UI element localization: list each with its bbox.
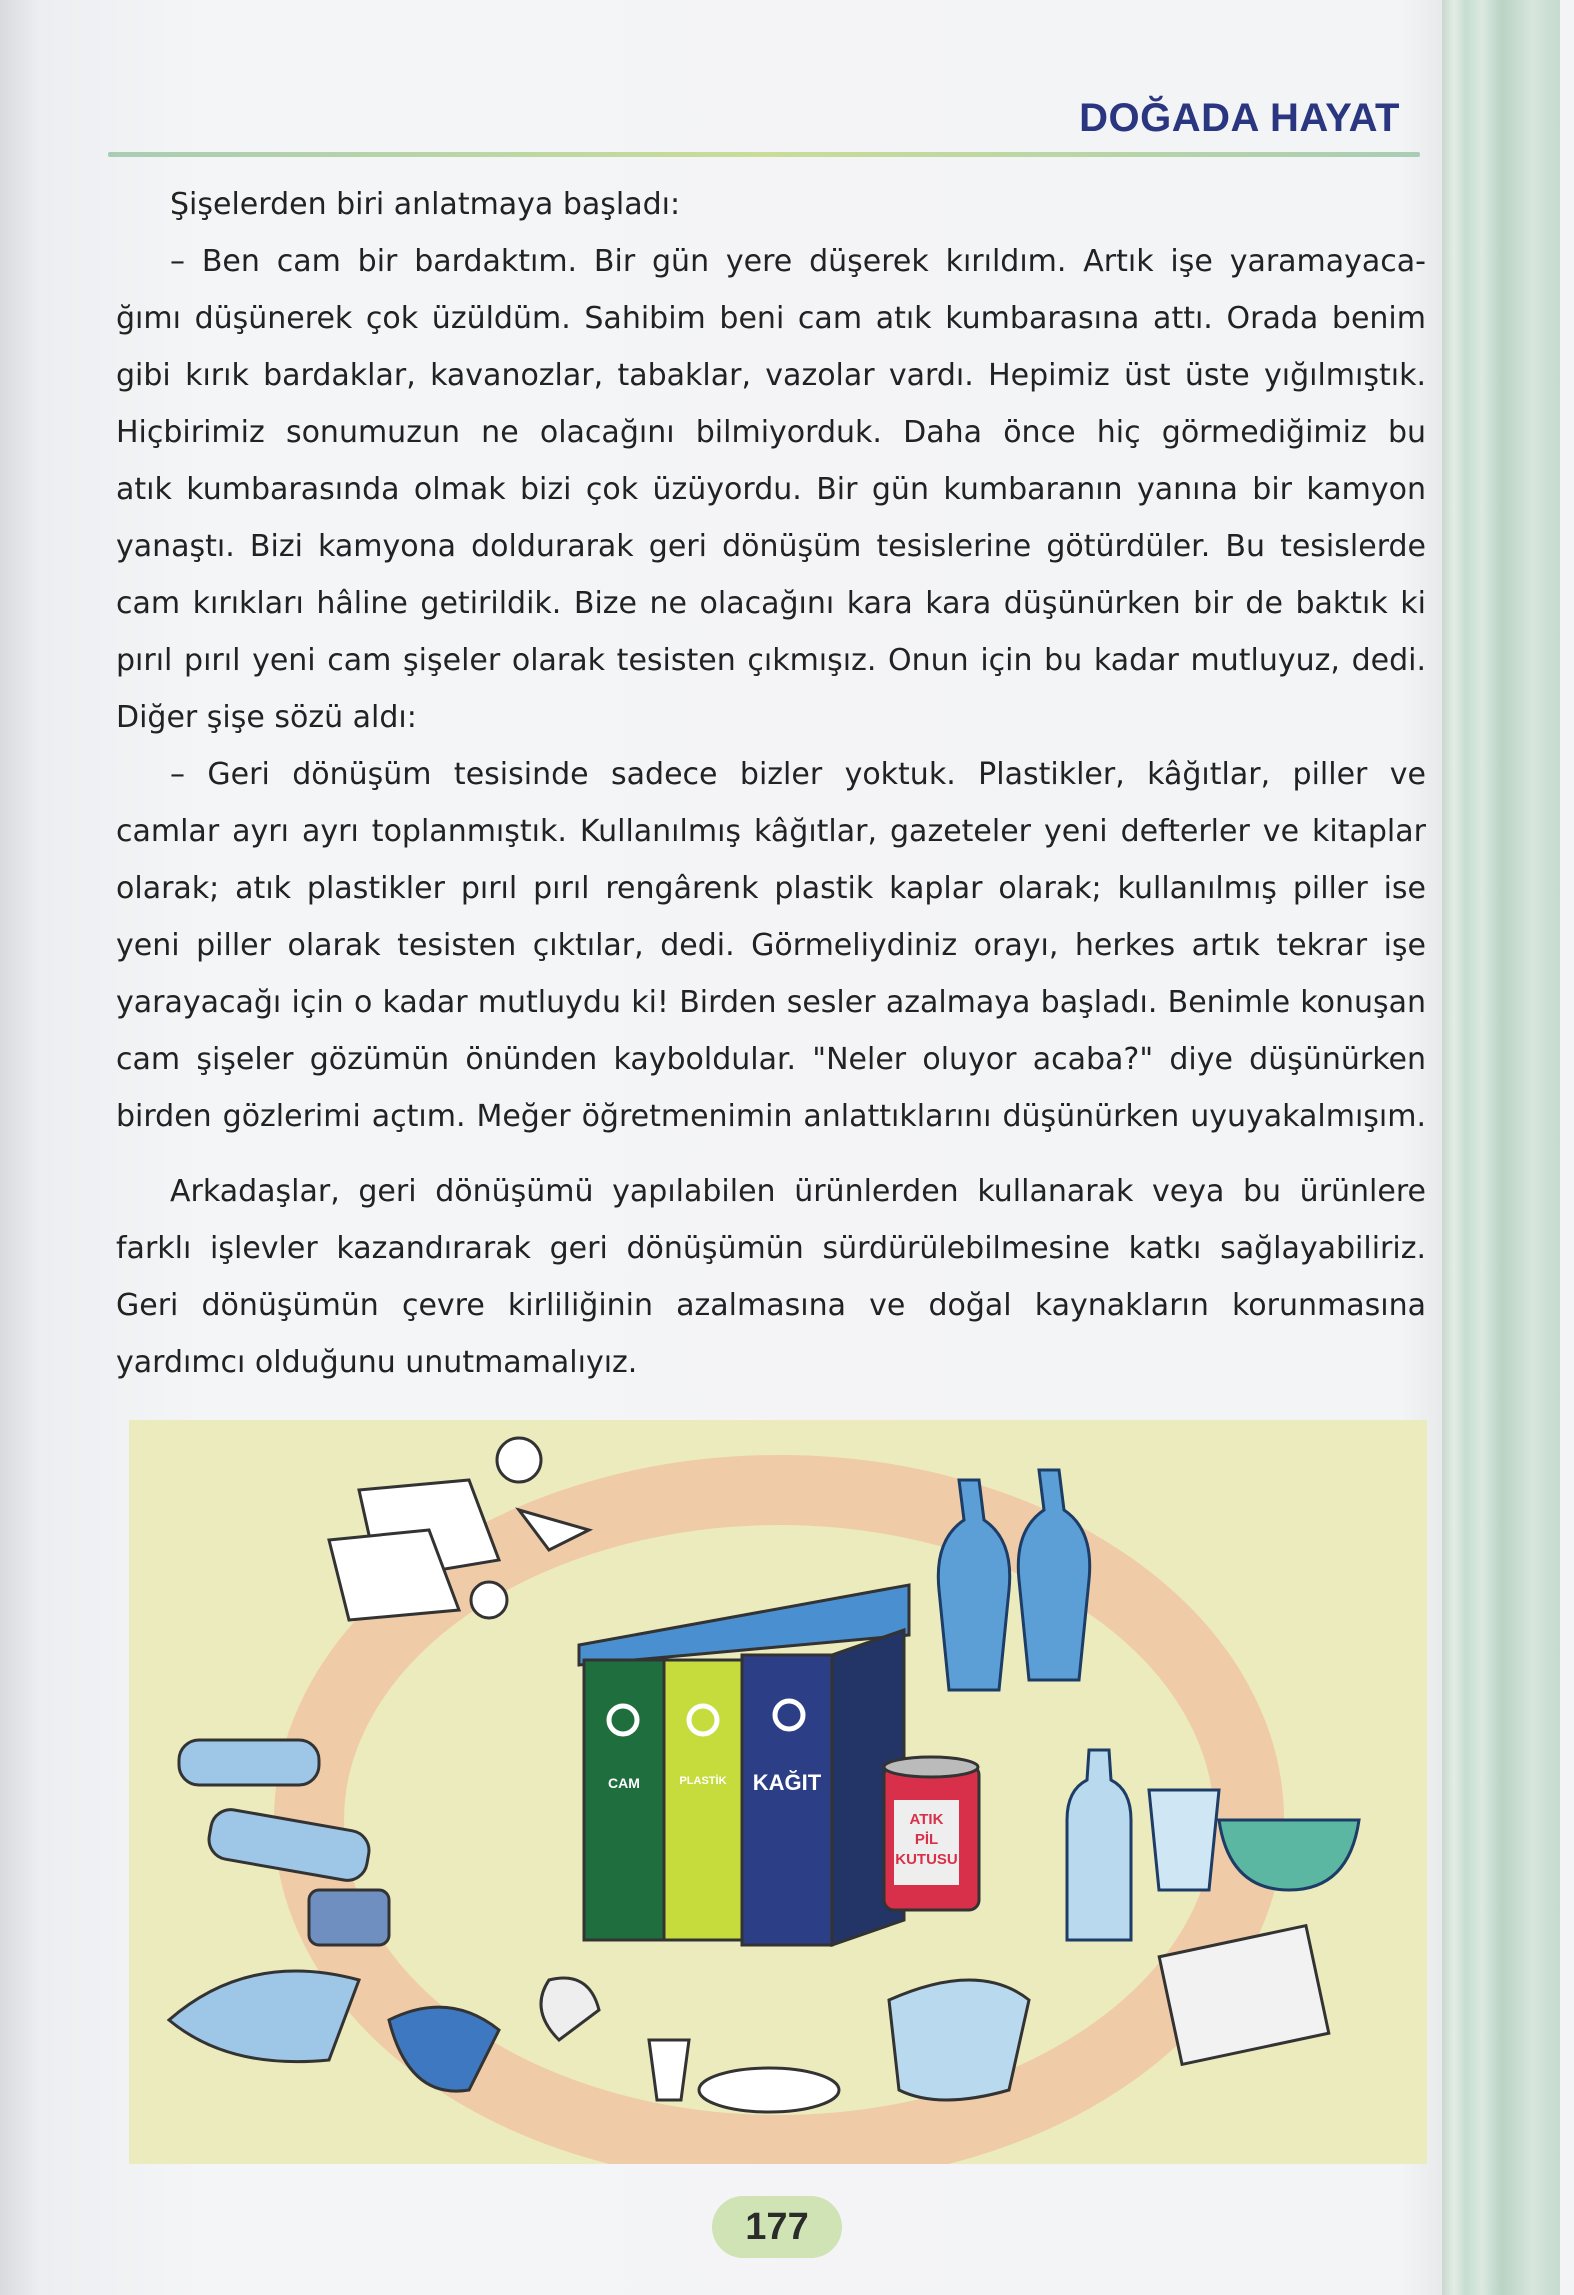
text-line: cam şişeler gözümün önünden kayboldular. "Neler oluyor acaba?" diye düşünürken: [116, 1042, 1426, 1077]
text-line: yeni piller olarak tesisten çıktılar, dedi. Görmeliydiniz orayı, herkes artık tekrar işe: [116, 928, 1426, 963]
recycling-illustration: [129, 1420, 1427, 2164]
battery-box-label: [894, 1810, 959, 1870]
battery-label-line: PİL: [914, 1831, 939, 1848]
text-line: – Geri dönüşüm tesisinde sadece bizler yoktuk. Plastikler, kâğıtlar, piller ve: [170, 757, 1426, 792]
text-line: atık kumbarasında olmak bizi çok üzüyordu. Bir gün kumbaranın yanına bir kamyon: [116, 472, 1426, 507]
story-text: [116, 176, 1426, 1391]
text-line: ğımı düşünerek çok üzüldüm. Sahibim beni cam atık kumbarasına attı. Orada benim: [116, 301, 1426, 336]
text-line: birden gözlerimi açtım. Meğer öğretmenimin anlattıklarını düşünürken uyuyakalmışım.: [116, 1099, 1426, 1134]
text-line: – Ben cam bir bardaktım. Bir gün yere düşerek kırıldım. Artık işe yaramayaca-: [170, 244, 1426, 279]
battery-label-line: KUTUSU: [895, 1851, 958, 1868]
text-line: Geri dönüşümün çevre kirliliğinin azalmasına ve doğal kaynakların korunmasına: [116, 1288, 1426, 1323]
bin-label-paper: KAĞIT: [752, 1770, 822, 1795]
header-divider: [108, 152, 1420, 157]
bin-label-plastic: PLASTİK: [679, 1775, 727, 1787]
text-line: farklı işlevler kazandırarak geri dönüşümün sürdürülebilmesine katkı sağlayabiliriz.: [116, 1231, 1426, 1266]
page-edge-decoration: [1442, 0, 1574, 2295]
battery-label-line: ATIK: [909, 1811, 944, 1828]
text-line: Hiçbirimiz sonumuzun ne olacağını bilmiyorduk. Daha önce hiç görmediğimiz bu: [116, 415, 1426, 450]
recycling-bins: [579, 1585, 909, 1945]
text-line: olarak; atık plastikler pırıl pırıl rengârenk plastik kaplar olarak; kullanılmış piller ise: [116, 871, 1426, 906]
text-line: pırıl pırıl yeni cam şişeler olarak tesisten çıkmışız. Onun için bu kadar mutluyuz, dedi.: [116, 643, 1426, 678]
text-line: camlar ayrı ayrı toplanmıştık. Kullanılmış kâğıtlar, gazeteler yeni defterler ve kitaplar: [116, 814, 1426, 849]
text-line: Diğer şişe sözü aldı:: [116, 700, 417, 735]
text-line: Şişelerden biri anlatmaya başladı:: [170, 187, 681, 222]
glass-waste-icon: [541, 1926, 1329, 2112]
bin-label-glass: CAM: [608, 1775, 640, 1791]
text-line: cam kırıkları hâline getirildik. Bize ne olacağını kara kara düşünürken bir de baktık ki: [116, 586, 1426, 621]
text-line: yardımcı olduğunu unutmamalıyız.: [116, 1345, 638, 1380]
bottle-characters-icon: [938, 1470, 1359, 1940]
page-number: 177: [712, 2196, 842, 2258]
section-title: DOĞADA HAYAT: [1079, 96, 1400, 140]
text-line: gibi kırık bardaklar, kavanozlar, tabaklar, vazolar vardı. Hepimiz üst üste yığılmıştık.: [116, 358, 1426, 393]
page-margin: [1560, 0, 1574, 2295]
text-line: yanaştı. Bizi kamyona doldurarak geri dönüşüm tesislerine götürdüler. Bu tesislerde: [116, 529, 1426, 564]
text-line: Arkadaşlar, geri dönüşümü yapılabilen ürünlerden kullanarak veya bu ürünlere: [170, 1174, 1426, 1209]
text-line: yarayacağı için o kadar mutluydu ki! Birden sesler azalmaya başladı. Benimle konuşan: [116, 985, 1426, 1020]
